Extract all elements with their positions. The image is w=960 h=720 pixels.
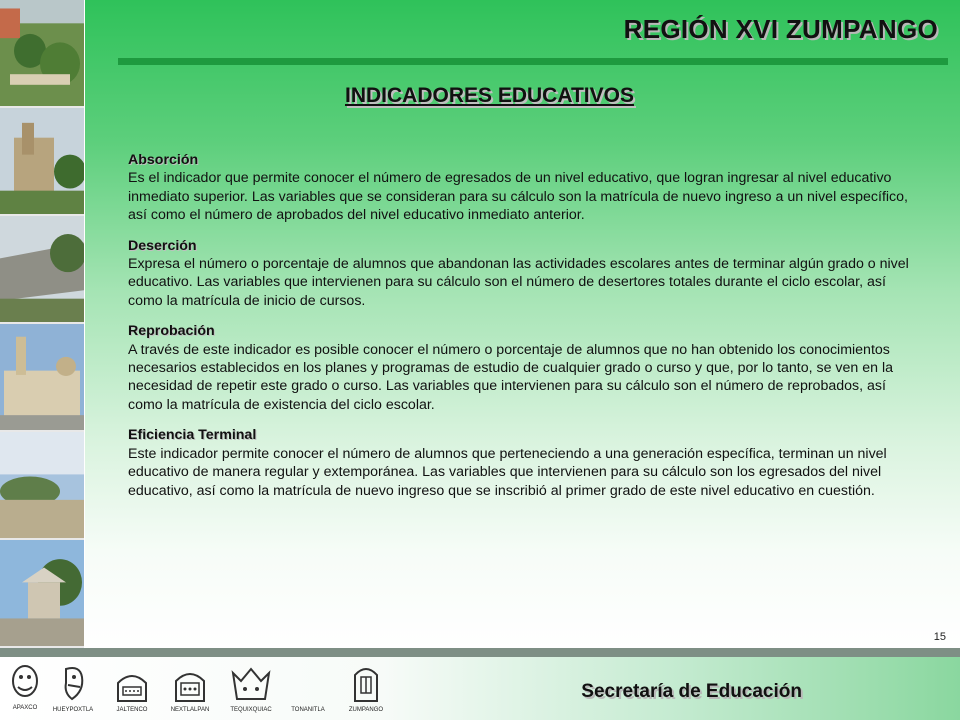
nextlalpan-glyph-icon (172, 667, 208, 705)
indicator-term: Absorción (128, 152, 199, 168)
indicator-reprobacion (128, 322, 923, 414)
municipio-zumpango: ZUMPANGO (342, 663, 390, 713)
photo-plaza (0, 0, 84, 108)
hueypoxtla-glyph-icon (58, 663, 88, 705)
municipio-hueypoxtla: HUEYPOXTLA (48, 663, 98, 713)
indicator-definition: Este indicador permite conocer el número de alumnos que perteneciendo a una generación específica, terminan un nivel educativo de manera regular y extemporánea. Las variables que intervienen para su cálculo son los egresados del nivel educativo, así como la matrícula de nuevo ingreso que se inscribió al primer grado de este nivel educativo en cuestión. (128, 445, 887, 499)
municipio-tonanitla: TONANITLA (291, 707, 325, 713)
indicator-desercion (128, 237, 923, 311)
section-heading: INDICADORES EDUCATIVOS (345, 84, 634, 107)
municipio-tequixquiac: TEQUIXQUIAC (224, 665, 278, 713)
municipio-jaltenco: JALTENCO (110, 669, 154, 713)
indicator-definition: Expresa el número o porcentaje de alumnos que abandonan las actividades escolares antes de terminar algún grado o nivel educativo. Las variables que intervienen para su cálculo son el número de desertores totales durante el ciclo escolar, así como la matrícula de inicio de cursos. (128, 256, 909, 309)
header-divider (118, 58, 948, 65)
indicator-term: Eficiencia Terminal (128, 427, 257, 444)
zumpango-glyph-icon (351, 663, 381, 705)
photo-landscape (0, 432, 84, 540)
indicators-content (128, 151, 923, 512)
region-title: REGIÓN XVI ZUMPANGO (623, 14, 938, 44)
footer (0, 657, 960, 720)
indicator-definition: Es el indicador que permite conocer el número de egresados de un nivel educativo, que logran ingresar al nivel educativo inmediato superior. Las variables que se consideran para su cálculo son la matrícula de nuevo ingreso a un nivel específico, así como el número de aprobados del nivel educativo inmediato anterior. (128, 170, 908, 224)
footer-divider (0, 648, 960, 657)
secretaria-label: Secretaría de Educación (581, 681, 802, 702)
photo-church (0, 108, 84, 216)
municipio-apaxco: APAXCO (8, 663, 42, 711)
photo-kiosk (0, 540, 84, 648)
indicator-term: Deserción (128, 237, 197, 254)
tequixquiac-glyph-icon (229, 665, 273, 705)
photo-strip (0, 0, 85, 648)
indicator-eficiencia-terminal (128, 426, 923, 500)
indicator-term: Reprobación (128, 323, 215, 340)
photo-ruins (0, 216, 84, 324)
indicator-definition: A través de este indicador es posible conocer el número o porcentaje de alumnos que no han obtenido los conocimientos necesarios establecidos en los planes y programas de estudio de cualquier grado o curso y que, por lo tanto, se ven en la necesidad de repetir este grado o curso. Las variables que intervienen para su cálculo son el número de reprobados, así como la matrícula de existencia del ciclo escolar. (128, 341, 894, 413)
apaxco-glyph-icon (10, 663, 40, 703)
municipio-nextlalpan: NEXTLALPAN (164, 667, 216, 713)
indicator-absorcion (128, 151, 923, 225)
photo-palace (0, 324, 84, 432)
municipio-glyphs (0, 657, 400, 720)
page-number: 15 (933, 631, 946, 643)
jaltenco-glyph-icon (115, 669, 149, 705)
